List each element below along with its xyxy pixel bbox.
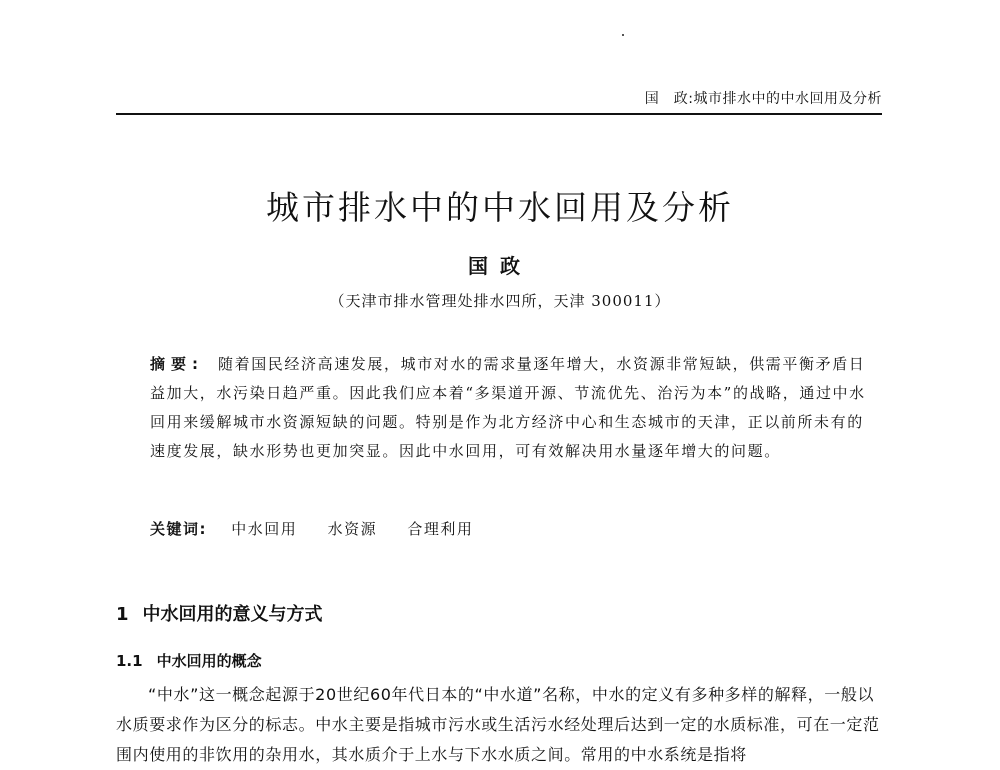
keyword-item: 水资源 — [327, 520, 378, 538]
subsection-number: 1.1 — [116, 652, 143, 670]
keywords-label: 关键词: — [150, 520, 207, 538]
header-rule — [116, 113, 882, 115]
abstract-label: 摘要: — [150, 355, 204, 373]
keyword-item: 合理利用 — [407, 520, 474, 538]
abstract-text: 随着国民经济高速发展，城市对水的需求量逐年增大，水资源非常短缺，供需平衡矛盾日益加大，水污染日趋严重。因此我们应本着“多渠道开源、节流优先、治污为本”的战略，通过中水回用来缓解城市水资源短缺的问题。特别是作为北方经济中心和生态城市的天津，正以前所未有的速度发展，缺水形势也更加突显。因此中水回用，可有效解决用水量逐年增大的问题。 — [150, 355, 866, 460]
section-heading-1 — [116, 600, 323, 626]
body-paragraph: “中水”这一概念起源于20世纪60年代日本的“中水道”名称，中水的定义有多种多样的解释，一般以水质要求作为区分的标志。中水主要是指城市污水或生活污水经处理后达到一定的水质标准，可在一定范围内使用的非饮用的杂用水，其水质介于上水与下水水质之间。常用的中水系统是指将 — [116, 685, 880, 764]
subsection-heading-1-1 — [116, 650, 262, 671]
keyword-item: 中水回用 — [231, 520, 298, 538]
author-affiliation: （天津市排水管理处排水四所，天津 300011） — [329, 292, 671, 310]
section-number: 1 — [116, 604, 129, 625]
running-head: 国 政:城市排水中的中水回用及分析 — [644, 91, 882, 107]
abstract-block — [150, 350, 870, 466]
keywords-block — [150, 518, 870, 539]
section-title: 中水回用的意义与方式 — [142, 604, 323, 625]
author-name: 国政 — [468, 254, 532, 278]
paper-title: 城市排水中的中水回用及分析 — [266, 188, 734, 227]
scan-speck — [622, 34, 624, 36]
subsection-title: 中水回用的概念 — [156, 652, 262, 670]
